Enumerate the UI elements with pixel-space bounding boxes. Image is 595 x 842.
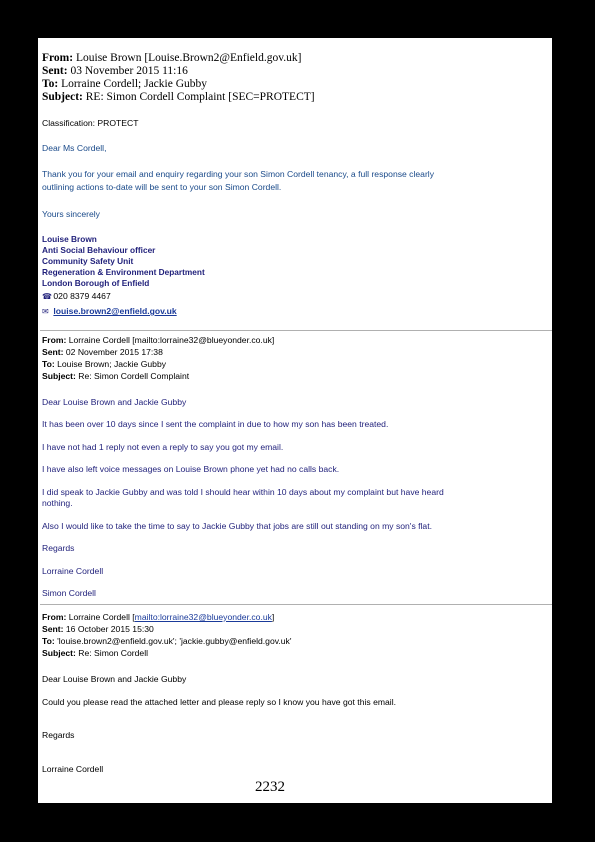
email2-paragraph-1: It has been over 10 days since I sent the complaint in due to how my son has been treated. xyxy=(42,419,389,429)
email2-from: From: Lorraine Cordell [mailto:lorraine32@blueyonder.co.uk] xyxy=(42,335,275,345)
email2-paragraph-2: I have not had 1 reply not even a reply to say you got my email. xyxy=(42,442,284,452)
email1-closing: Yours sincerely xyxy=(42,209,100,219)
email3-paragraph-1: Could you please read the attached letter and please reply so I know you have got this email. xyxy=(42,697,396,707)
email3-sign: Lorraine Cordell xyxy=(42,764,104,774)
signature-phone: 020 8379 4467 xyxy=(53,291,111,301)
page-number: 2232 xyxy=(255,779,285,795)
divider-1 xyxy=(40,330,552,331)
signature-borough: London Borough of Enfield xyxy=(42,278,150,288)
email2-regards: Regards xyxy=(42,543,75,553)
email3-sent: Sent: 16 October 2015 15:30 xyxy=(42,624,154,634)
signature-email-link[interactable]: louise.brown2@enfield.gov.uk xyxy=(53,306,177,316)
email3-mailto-link[interactable]: mailto:lorraine32@blueyonder.co.uk xyxy=(134,612,272,622)
email2-sign-1: Lorraine Cordell xyxy=(42,566,104,576)
email2-to: To: Louise Brown; Jackie Gubby xyxy=(42,359,167,369)
phone-icon: ☎ xyxy=(42,292,52,301)
email1-greeting: Dear Ms Cordell, xyxy=(42,143,107,153)
divider-2 xyxy=(40,604,552,605)
email1-from: From: Louise Brown [Louise.Brown2@Enfield.gov.uk] xyxy=(42,52,302,64)
signature-unit: Community Safety Unit xyxy=(42,256,134,266)
email1-subject: Subject: RE: Simon Cordell Complaint [SEC=PROTECT] xyxy=(42,91,315,103)
email2-paragraph-4-line2: nothing. xyxy=(42,498,73,508)
email1-body-line1: Thank you for your email and enquiry regarding your son Simon Cordell tenancy, a full response clearly xyxy=(42,169,435,179)
classification-label: Classification: PROTECT xyxy=(42,118,139,128)
email3-to: To: 'louise.brown2@enfield.gov.uk'; 'jackie.gubby@enfield.gov.uk' xyxy=(42,636,292,646)
email2-paragraph-5: Also I would like to take the time to say to Jackie Gubby that jobs are still out standing on my son's flat. xyxy=(42,521,432,531)
document-page xyxy=(38,38,552,803)
email1-sent: Sent: 03 November 2015 11:16 xyxy=(42,65,188,77)
email2-subject: Subject: Re: Simon Cordell Complaint xyxy=(42,371,190,381)
email2-paragraph-3: I have also left voice messages on Louise Brown phone yet had no calls back. xyxy=(42,464,340,474)
signature-email-row xyxy=(42,306,177,316)
signature-department: Regeneration & Environment Department xyxy=(42,267,205,277)
email2-greeting: Dear Louise Brown and Jackie Gubby xyxy=(42,397,187,407)
email2-sign-2: Simon Cordell xyxy=(42,588,96,598)
email3-regards: Regards xyxy=(42,730,75,740)
email1-body-line2: outlining actions to-date will be sent to your son Simon Cordell. xyxy=(42,182,282,192)
signature-title: Anti Social Behaviour officer xyxy=(42,245,156,255)
email3-from: From: Lorraine Cordell [mailto:lorraine32@blueyonder.co.uk] xyxy=(42,612,275,622)
email3-subject: Subject: Re: Simon Cordell xyxy=(42,648,149,658)
email3-greeting: Dear Louise Brown and Jackie Gubby xyxy=(42,674,187,684)
email2-sent: Sent: 02 November 2015 17:38 xyxy=(42,347,163,357)
signature-name: Louise Brown xyxy=(42,234,97,244)
email1-to: To: Lorraine Cordell; Jackie Gubby xyxy=(42,78,208,90)
email2-paragraph-4-line1: I did speak to Jackie Gubby and was told I should hear within 10 days about my complaint but have heard xyxy=(42,487,444,497)
signature-phone-row xyxy=(42,291,111,301)
envelope-icon: ✉ xyxy=(42,307,49,316)
